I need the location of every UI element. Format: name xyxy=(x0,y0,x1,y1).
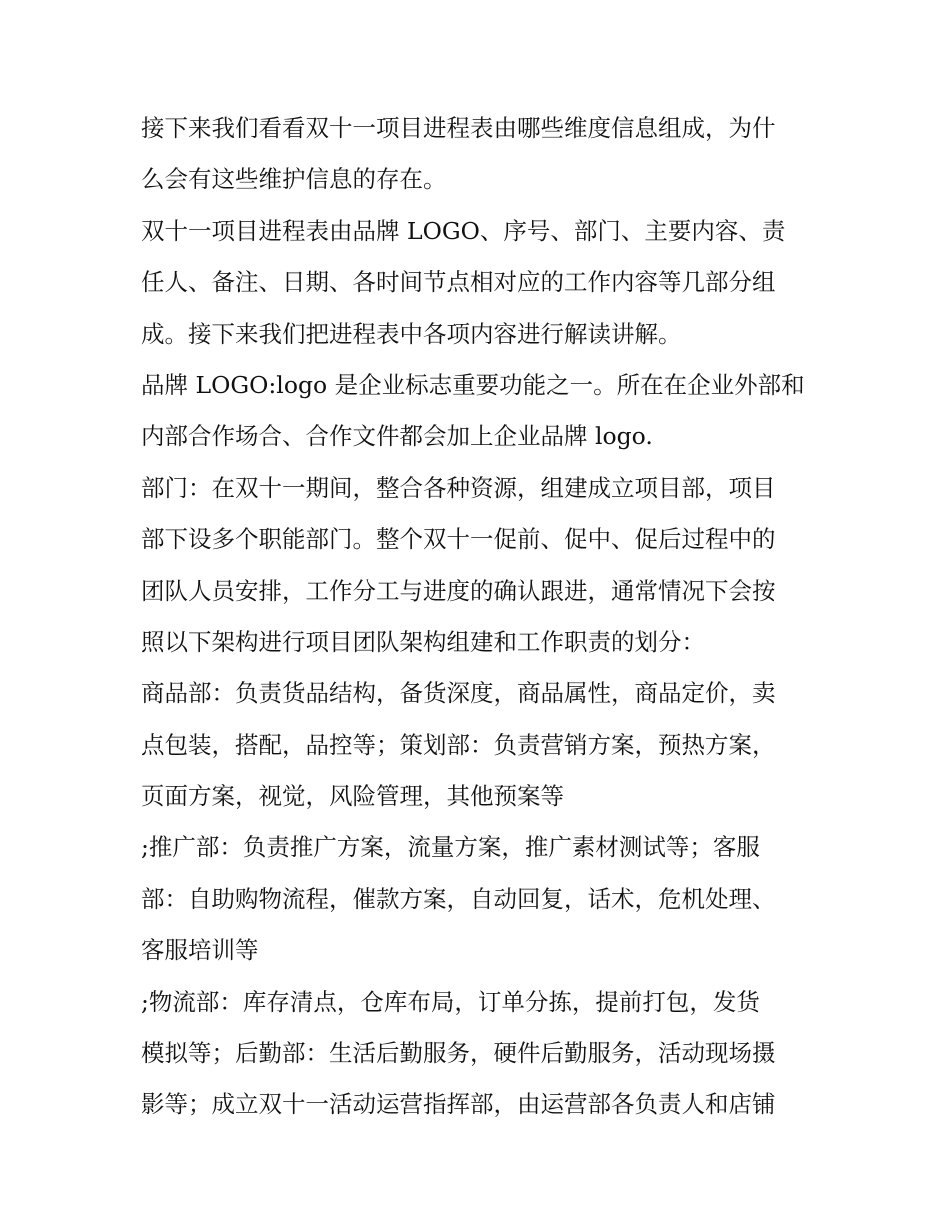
text-line: 么会有这些维护信息的存在。 xyxy=(141,165,447,194)
text-line: 成。接下来我们把进程表中各项内容进行解读讲解。 xyxy=(141,319,682,348)
text-line: 部：自助购物流程，催款方案，自动回复，话术，危机处理、 xyxy=(141,884,776,913)
text-line: 品牌 LOGO:logo 是企业标志重要功能之一。所在在企业外部和 xyxy=(141,370,805,399)
text-line: 照以下架构进行项目团队架构组建和工作职责的划分： xyxy=(141,627,705,656)
text-line: 部下设多个职能部门。整个双十一促前、促中、促后过程中的 xyxy=(141,525,776,554)
text-line: 影等；成立双十一活动运营指挥部，由运营部各负责人和店铺 xyxy=(141,1090,776,1119)
text-line: ;推广部：负责推广方案，流量方案，推广素材测试等；客服 xyxy=(141,833,760,862)
text-line: 页面方案，视觉，风险管理，其他预案等 xyxy=(141,782,564,811)
text-line: 商品部：负责货品结构，备货深度，商品属性，商品定价，卖 xyxy=(141,679,776,708)
text-line: 点包装，搭配，品控等；策划部：负责营销方案，预热方案， xyxy=(141,730,776,759)
text-line: ;物流部：库存清点，仓库布局，订单分拣，提前打包，发货 xyxy=(141,987,760,1016)
text-line: 模拟等；后勤部：生活后勤服务，硬件后勤服务，活动现场摄 xyxy=(141,1039,776,1068)
text-line: 客服培训等 xyxy=(141,936,259,965)
text-line: 任人、备注、日期、各时间节点相对应的工作内容等几部分组 xyxy=(141,268,776,297)
text-line: 团队人员安排，工作分工与进度的确认跟进，通常情况下会按 xyxy=(141,576,776,605)
text-line: 部门：在双十一期间，整合各种资源，组建成立项目部，项目 xyxy=(141,473,776,502)
document-body xyxy=(141,103,813,1131)
text-line: 接下来我们看看双十一项目进程表由哪些维度信息组成，为什 xyxy=(141,114,776,142)
text-line: 内部合作场合、合作文件都会加上企业品牌 logo. xyxy=(141,422,653,451)
text-line: 双十一项目进程表由品牌 LOGO、序号、部门、主要内容、责 xyxy=(141,216,786,245)
